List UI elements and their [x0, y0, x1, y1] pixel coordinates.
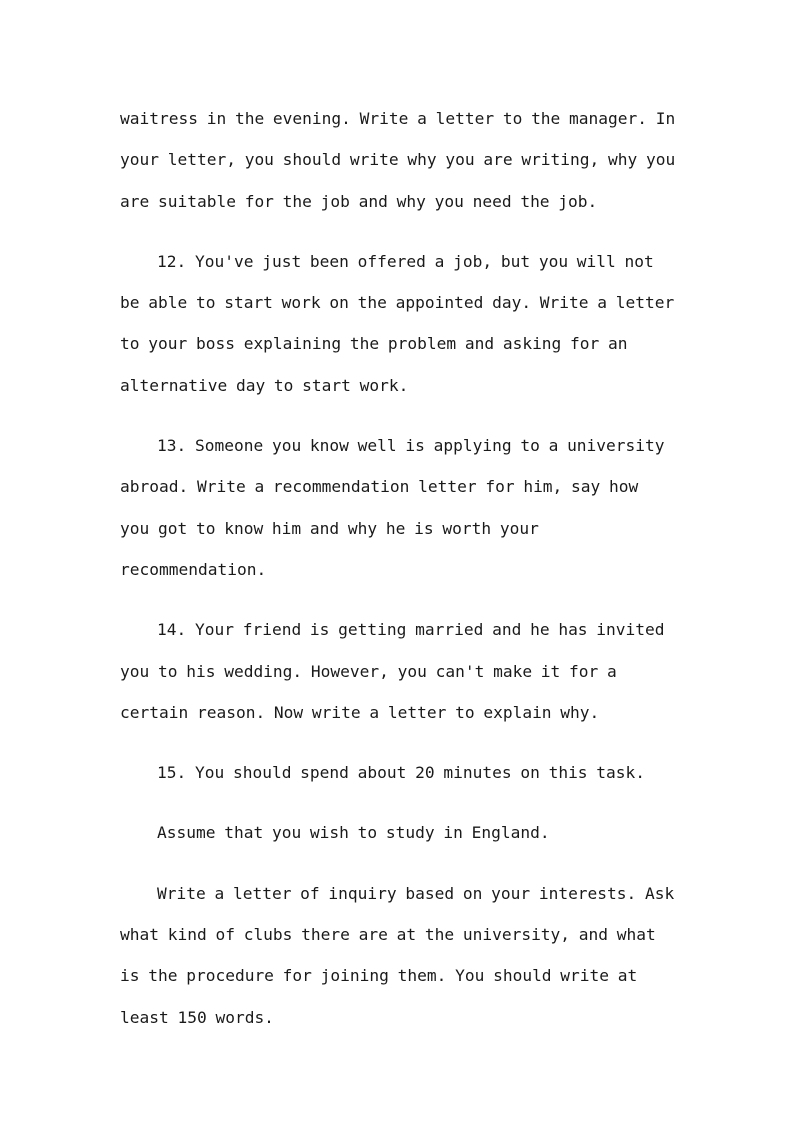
paragraph-item-14: 14. Your friend is getting married and he has invited you to his wedding. However, you can't make it for a certain reason. Now write a letter to explain why. [120, 620, 665, 722]
paragraph-item-13: 13. Someone you know well is applying to a university abroad. Write a recommendation letter for him, say how you got to know him and why he is worth your recommendation. [120, 436, 665, 579]
paragraph-continuation: waitress in the evening. Write a letter to the manager. In your letter, you should write why you are writing, why you are suitable for the job and why you need the job. [120, 109, 676, 211]
paragraph-assumption: Assume that you wish to study in England. [157, 823, 550, 843]
paragraph-item-12: 12. You've just been offered a job, but you will not be able to start work on the appointed day. Write a letter to your boss explaining the problem and asking for an alternative day to start work. [120, 251, 675, 395]
paragraph-item-15: 15. You should spend about 20 minutes on this task. [157, 763, 646, 783]
document-body [120, 98, 676, 1038]
paragraph-task-instructions: Write a letter of inquiry based on your interests. Ask what kind of clubs there are at the university, and what is the procedure for joining them. You should write at least 150 words. [120, 883, 675, 1027]
